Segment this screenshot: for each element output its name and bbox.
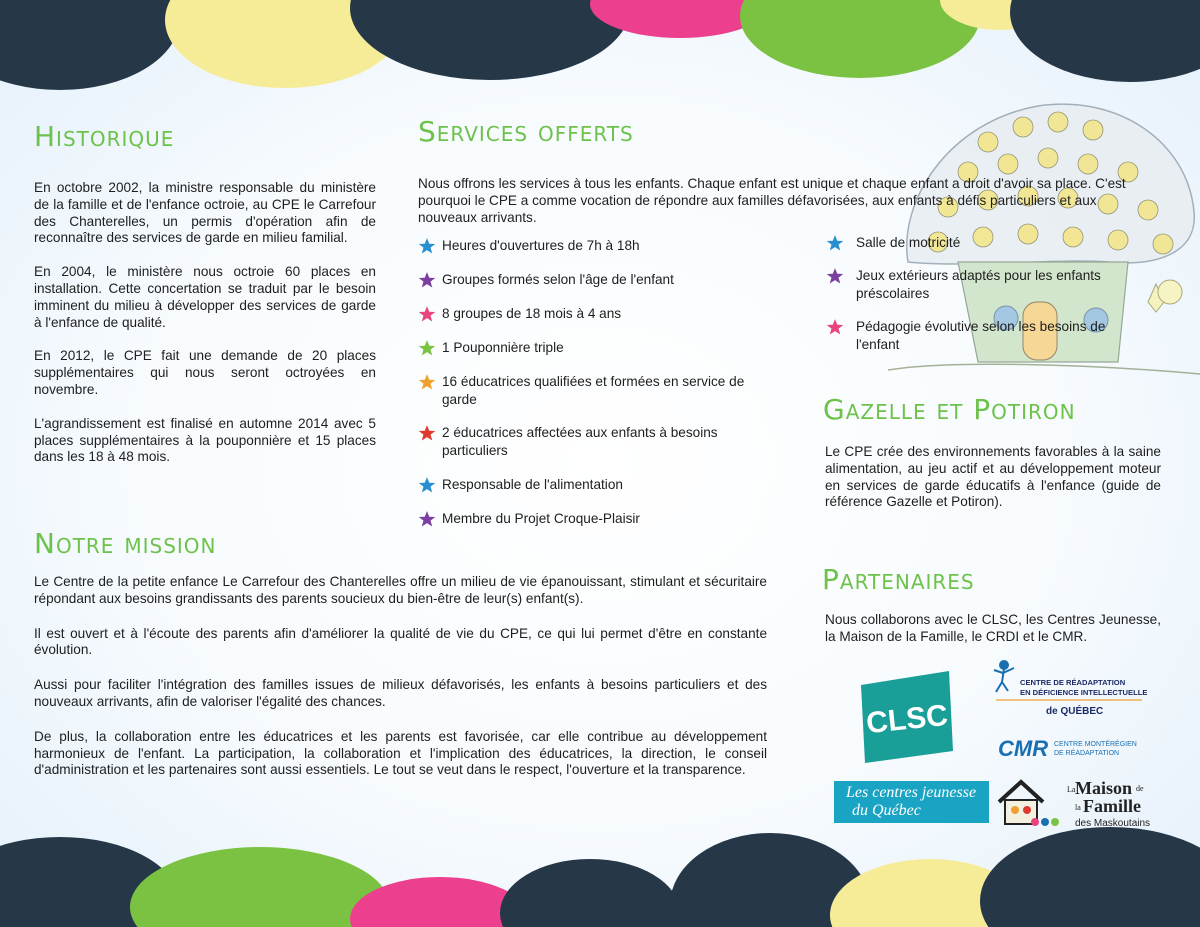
service-item	[418, 373, 768, 409]
maison-logo-la1: La	[1067, 785, 1076, 794]
maison-logo-de: de	[1136, 784, 1144, 793]
partenaires-heading: Partenaires	[822, 563, 975, 596]
services-intro: Nous offrons les services à tous les enfants. Chaque enfant est unique et chaque enfant a droit d'avoir sa place. C'est pourquoi le CPE a comme vocation de répondre aux familles défavorisées, aux enfants à défis particuliers et aux nouveaux arrivants.	[418, 176, 1126, 225]
clsc-logo-text: CLSC	[864, 698, 950, 741]
service-item	[418, 424, 768, 460]
mission-paragraph: Aussi pour faciliter l'intégration des familles issues de milieux défavorisés, les enfants à besoins particuliers et des nouveaux arrivants, afin de valoriser l'égalité des chances.	[34, 677, 767, 709]
mission-text	[34, 574, 767, 797]
star-icon	[418, 476, 436, 494]
historique-paragraph: En 2012, le CPE fait une demande de 20 places supplémentaires qui nous seront octroyées en novembre.	[34, 348, 376, 397]
historique-paragraph: En 2004, le ministère nous octroie 60 places en installation. Cette concertation se traduit par le besoin imminent du milieu à développer des services de garde à l'enfance de qualité.	[34, 264, 376, 330]
clsc-logo	[855, 665, 955, 765]
maison-logo-la2: la	[1075, 803, 1081, 812]
cmr-logo-text: CMR	[998, 736, 1049, 761]
centres-jeunesse-line1: Les centres jeunesse	[846, 784, 977, 801]
service-item	[418, 476, 798, 494]
mission-paragraph: Il est ouvert et à l'écoute des parents afin d'améliorer la qualité de vie du CPE, ce qui lui permet d'être en constante évolution.	[34, 625, 767, 658]
partenaires-text: Nous collaborons avec le CLSC, les Centres Jeunesse, la Maison de la Famille, le CRDI et le CMR.	[825, 612, 1161, 644]
service-label: Responsable de l'alimentation	[442, 477, 623, 492]
crdi-logo	[990, 658, 1150, 720]
crdi-logo-line2: EN DÉFICIENCE INTELLECTUELLE	[1020, 688, 1148, 697]
historique-paragraph: En octobre 2002, la ministre responsable du ministère de la famille et de l'enfance octroie, au CPE le Carrefour des Chanterelles, un permis d'opération afin de reconnaître des services de garde en milieu familial.	[34, 180, 376, 246]
service-label: Pédagogie évolutive selon les besoins de l'enfant	[856, 319, 1106, 352]
service-label: 2 éducatrices affectées aux enfants à besoins particuliers	[442, 425, 718, 458]
service-label: Jeux extérieurs adaptés pour les enfants préscolaires	[856, 268, 1101, 301]
star-icon	[418, 305, 436, 323]
historique-text	[34, 180, 376, 483]
services-heading: Services offerts	[418, 115, 634, 148]
star-icon	[826, 318, 844, 336]
maison-logo-main: Maison	[1075, 778, 1133, 798]
mission-heading: Notre mission	[34, 527, 217, 560]
service-item	[418, 339, 798, 357]
service-item	[826, 267, 1136, 303]
historique-heading: Historique	[34, 120, 175, 153]
service-label: Membre du Projet Croque-Plaisir	[442, 511, 640, 526]
star-icon	[418, 373, 436, 391]
service-label: 1 Pouponnière triple	[442, 340, 564, 355]
star-icon	[418, 237, 436, 255]
mission-paragraph: De plus, la collaboration entre les éducatrices et les parents est favorisée, car elle contribue au développement harmonieux de l'enfant. La participation, la collaboration et l'implication des éducatrices, la direction, le conseil d'administration et les partenaires sont aussi essentiels. Le tout se veut dans le respect, l'ouverture et la transparence.	[34, 728, 767, 778]
crdi-logo-line1: CENTRE DE RÉADAPTATION	[1020, 678, 1126, 687]
maison-logo-famille: Famille	[1083, 796, 1141, 816]
service-item	[418, 271, 798, 289]
service-label: 16 éducatrices qualifiées et formées en service de garde	[442, 374, 745, 407]
service-label: Salle de motricité	[856, 235, 961, 250]
service-item	[826, 318, 1146, 354]
star-icon	[418, 339, 436, 357]
gazelle-text: Le CPE crée des environnements favorables à la saine alimentation, au jeu actif et au développement moteur en services de garde éducatifs à l'enfance (guide de référence Gazelle et Potiron).	[825, 444, 1161, 510]
centres-jeunesse-line2: du Québec	[852, 802, 921, 819]
cmr-logo-sub1: CENTRE MONTÉRÉGIEN	[1054, 741, 1137, 748]
gazelle-heading: Gazelle et Potiron	[823, 393, 1076, 426]
centres-jeunesse-logo	[834, 781, 989, 823]
star-icon	[826, 234, 844, 252]
bottom-cloud-decoration	[0, 815, 1200, 927]
service-label: Groupes formés selon l'âge de l'enfant	[442, 272, 674, 287]
service-label: 8 groupes de 18 mois à 4 ans	[442, 306, 622, 321]
star-icon	[418, 424, 436, 442]
star-icon	[418, 510, 436, 528]
cmr-logo-sub2: DE RÉADAPTATION	[1054, 750, 1120, 757]
star-icon	[418, 271, 436, 289]
service-label: Heures d'ouvertures de 7h à 18h	[442, 238, 640, 253]
mission-paragraph: Le Centre de la petite enfance Le Carrefour des Chanterelles offre un milieu de vie épanouissant, stimulant et sécuritaire répondant aux besoins grandissants des parents soucieux du bien-être de leur(s) enfant(s).	[34, 574, 767, 606]
cmr-logo	[998, 734, 1148, 762]
service-item	[826, 234, 1156, 252]
maison-famille-logo	[995, 776, 1165, 830]
service-item	[418, 510, 798, 528]
star-icon	[826, 267, 844, 285]
crdi-logo-line3: de QUÉBEC	[1046, 706, 1104, 717]
historique-paragraph: L'agrandissement est finalisé en automne 2014 avec 5 places supplémentaires à la pouponnière et 15 places dans les 18 à 48 mois.	[34, 415, 376, 465]
service-item	[418, 237, 798, 255]
maison-logo-sub: des Maskoutains	[1075, 818, 1151, 829]
service-item	[418, 305, 798, 323]
